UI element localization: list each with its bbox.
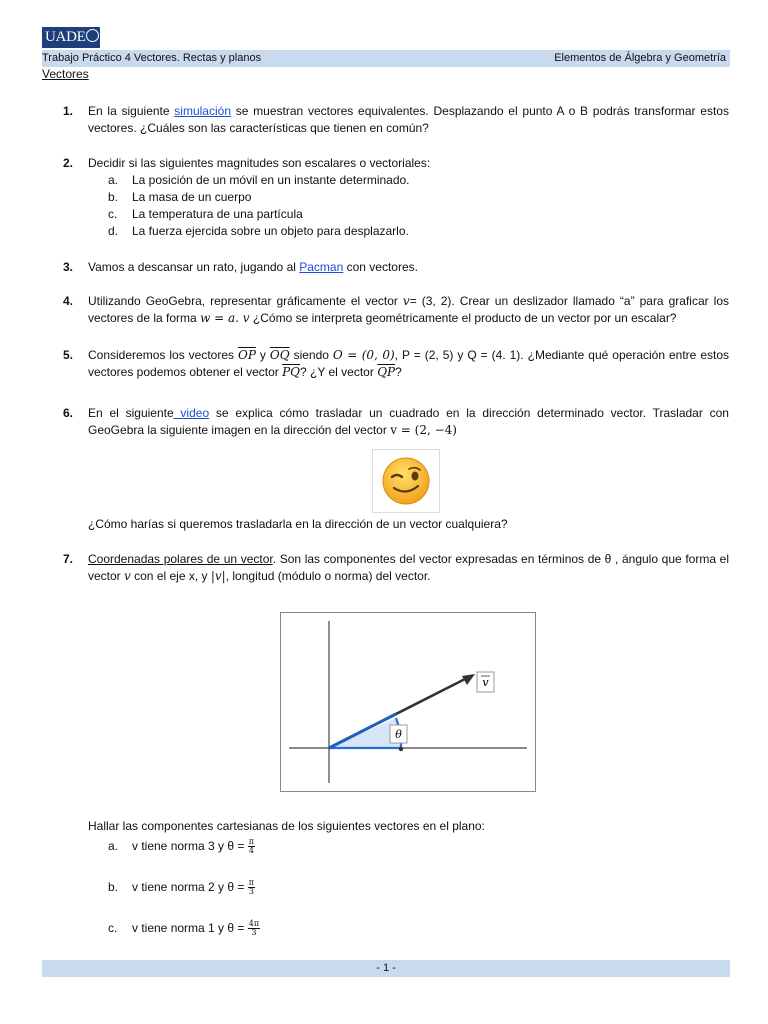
question-2: 2. Decidir si las siguientes magnitudes son escalares o vectoriales: <box>63 156 431 170</box>
vector-v: v <box>124 569 131 583</box>
vector-op: $\overline{OP}$ <box>238 348 256 362</box>
arrowhead <box>462 674 475 685</box>
list-item: d. La fuerza ejercida sobre un objeto para desplazarlo. <box>108 224 409 238</box>
section-title: Vectores <box>42 67 89 81</box>
header-right: Elementos de Álgebra y Geometría <box>554 52 726 64</box>
video-link[interactable]: video <box>173 406 210 420</box>
pacman-link[interactable]: Pacman <box>299 260 344 274</box>
emoji-image <box>372 449 440 513</box>
vector-oq: $\overline{OQ}$ <box>269 348 290 362</box>
list-item: b. v tiene norma 2 y θ = $\frac{\pi}{3}$ <box>108 878 254 897</box>
formula-w: w = a. v <box>200 311 250 325</box>
vector-pq: $\overline{PQ}$ <box>282 365 301 379</box>
vector-translation: v = (2, −4) <box>390 423 457 437</box>
page-footer: - 1 - <box>42 960 730 977</box>
question-6-followup: ¿Cómo harías si queremos trasladarla en la dirección de un vector cualquiera? <box>88 517 508 531</box>
question-3: 3. Vamos a descansar un rato, jugando al Pacman con vectores. <box>63 260 418 274</box>
header-left: Trabajo Práctico 4 Vectores. Rectas y planos <box>42 52 262 64</box>
exercise-intro: Hallar las componentes cartesianas de los siguientes vectores en el plano: <box>88 819 485 833</box>
vector-diagram <box>281 613 535 791</box>
norm-v: |v| <box>210 569 226 583</box>
vector-label: v <box>482 676 489 689</box>
question-1: 1. En la siguiente simulación se muestran vectores equivalentes. Desplazando el punto A o B podrás transformar estos vectores. ¿Cuáles son las características que tienen en común? <box>63 104 729 135</box>
list-item: b. La masa de un cuerpo <box>108 190 252 204</box>
vector-qp: $\overline{QP}$ <box>377 365 396 379</box>
point-o: O = (0, 0) <box>332 348 395 362</box>
polar-vector-figure <box>280 612 536 792</box>
page-header <box>42 50 730 67</box>
list-item: c. La temperatura de una partícula <box>108 207 303 221</box>
vector-v: v <box>402 294 410 308</box>
list-item: a. v tiene norma 3 y θ = $\frac{\pi}{4}$ <box>108 837 254 856</box>
question-4: 4. Utilizando GeoGebra, representar gráficamente el vector v= (3, 2). Crear un deslizador llamado “a” para graficar los vectores de la forma w = a. v ¿Cómo se interpreta geométricamente el producto de un vector por un escalar? <box>63 294 729 325</box>
question-5: 5. Consideremos los vectores $\overline{OP}$ y $\overline{OQ}$ siendo O = (0, 0), P = (2, 5) y Q = (4. 1). ¿Mediante qué operación entre estos vectores podemos obtener el vector $\overline{PQ}$? ¿Y el vector $\overline{QP}$? <box>63 348 729 379</box>
seal-icon <box>86 29 99 42</box>
list-item: c. v tiene norma 1 y θ = $\frac{4\pi}{3}$ <box>108 919 260 938</box>
uade-logo: UADE <box>42 27 100 48</box>
polar-coordinates-term: Coordenadas polares de un vector <box>88 552 273 566</box>
list-item: a. La posición de un móvil en un instante determinado. <box>108 173 410 187</box>
winking-face-icon <box>373 450 439 512</box>
question-6: 6. En el siguiente video se explica cómo trasladar un cuadrado en la dirección determinado vector. Trasladar con GeoGebra la siguiente imagen en la dirección del vector v = (2, −4) <box>63 406 729 437</box>
angle-label: θ <box>395 728 402 741</box>
question-7: 7. Coordenadas polares de un vector. Son las componentes del vector expresadas en términos de θ , ángulo que forma el vector v con el eje x, y |v|, longitud (módulo o norma) del vector. <box>63 552 729 583</box>
simulacion-link[interactable]: simulación <box>174 104 231 118</box>
